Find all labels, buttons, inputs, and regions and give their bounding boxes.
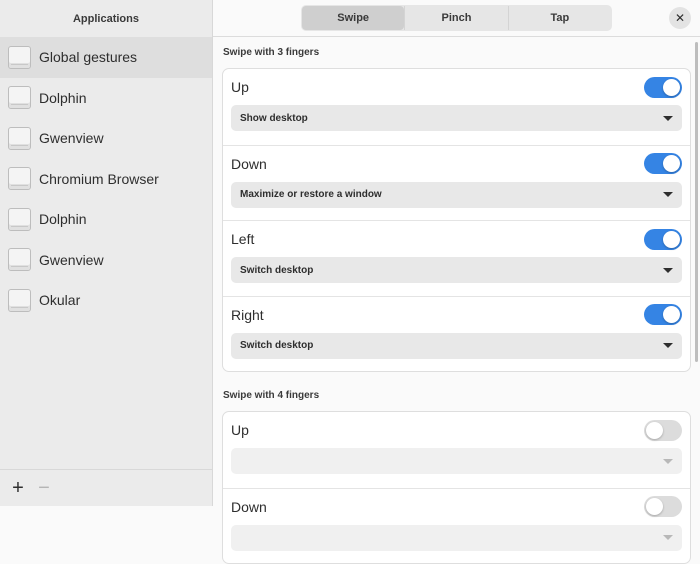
touchpad-icon: [8, 86, 31, 109]
dropdown-value: Switch desktop: [240, 340, 314, 351]
touchpad-icon: [8, 127, 31, 150]
vertical-scrollbar[interactable]: [695, 42, 698, 362]
dropdown-value: Show desktop: [240, 112, 308, 124]
remove-application-button[interactable]: −: [38, 477, 50, 499]
gesture-toggle-down-4[interactable]: [644, 496, 682, 517]
tab-pinch[interactable]: Pinch: [404, 6, 507, 30]
close-icon: ✕: [674, 11, 686, 25]
action-dropdown-up[interactable]: [231, 105, 682, 131]
action-dropdown-right[interactable]: [231, 333, 682, 359]
sidebar-item-label: Dolphin: [39, 211, 87, 228]
caret-down-icon: [663, 535, 673, 540]
header-bar: [213, 0, 700, 37]
gesture-row-right: [223, 296, 690, 372]
tab-tap[interactable]: Tap: [508, 6, 611, 30]
gesture-label: Up: [231, 422, 249, 438]
gesture-toggle-down[interactable]: [644, 153, 682, 174]
sidebar-item-label: Gwenview: [39, 130, 104, 147]
touchpad-icon: [8, 248, 31, 271]
touchpad-icon: [8, 46, 31, 69]
swipe-3-fingers-card: [222, 68, 691, 372]
sidebar-item-gwenview[interactable]: [0, 118, 212, 159]
touchpad-icon: [8, 167, 31, 190]
dropdown-value: Maximize or restore a window: [240, 189, 382, 200]
swipe-4-fingers-card: [222, 411, 691, 564]
gesture-settings-scroll[interactable]: [213, 38, 700, 515]
gesture-label: Down: [231, 498, 267, 515]
gesture-label: Left: [231, 231, 255, 247]
sidebar-item-label: Global gestures: [39, 49, 138, 66]
gesture-toggle-up[interactable]: [644, 77, 682, 98]
gesture-row-left: [223, 220, 690, 296]
action-dropdown-down[interactable]: [231, 182, 682, 208]
tab-swipe[interactable]: Swipe: [302, 6, 404, 30]
action-dropdown-left[interactable]: [231, 257, 682, 283]
main-panel: [213, 0, 700, 515]
caret-down-icon: [663, 459, 673, 464]
app-list: [0, 37, 212, 321]
sidebar-item-dolphin-2[interactable]: [0, 199, 212, 240]
sidebar-item-dolphin[interactable]: [0, 78, 212, 119]
sidebar-item-label: Dolphin: [39, 89, 87, 106]
gesture-label: Up: [231, 79, 249, 95]
sidebar-item-gwenview-2[interactable]: [0, 240, 212, 281]
gesture-label: Down: [231, 155, 267, 172]
touchpad-icon: [8, 208, 31, 231]
sidebar-item-okular[interactable]: [0, 280, 212, 321]
action-dropdown-up-4[interactable]: [231, 448, 682, 474]
gesture-type-tabs: [301, 5, 612, 31]
gesture-row-up: [223, 69, 690, 145]
sidebar-item-label: Gwenview: [39, 251, 104, 268]
caret-down-icon: [663, 192, 673, 197]
gesture-toggle-right[interactable]: [644, 304, 682, 325]
sidebar-item-chromium-browser[interactable]: [0, 159, 212, 200]
gesture-toggle-left[interactable]: [644, 229, 682, 250]
caret-down-icon: [663, 343, 673, 348]
dropdown-value: Switch desktop: [240, 264, 314, 276]
gesture-row-down-4: [223, 488, 690, 564]
action-dropdown-down-4[interactable]: [231, 525, 682, 551]
gesture-toggle-up-4[interactable]: [644, 420, 682, 441]
sidebar-header: Applications: [72, 12, 139, 25]
caret-down-icon: [663, 268, 673, 273]
gesture-label: Right: [231, 306, 264, 323]
sidebar-item-label: Chromium Browser: [39, 170, 159, 187]
caret-down-icon: [663, 116, 673, 121]
sidebar-item-global-gestures[interactable]: [0, 37, 212, 78]
sidebar: [0, 0, 213, 506]
gesture-row-down: [223, 145, 690, 221]
sidebar-footer: [0, 469, 212, 506]
close-button[interactable]: [669, 7, 691, 29]
add-application-button[interactable]: +: [12, 477, 24, 499]
section-title-4-fingers: Swipe with 4 fingers: [223, 390, 320, 401]
section-title-3-fingers: Swipe with 3 fingers: [223, 47, 320, 58]
gesture-row-up-4: [223, 412, 690, 488]
touchpad-icon: [8, 289, 31, 312]
sidebar-item-label: Okular: [39, 292, 81, 309]
